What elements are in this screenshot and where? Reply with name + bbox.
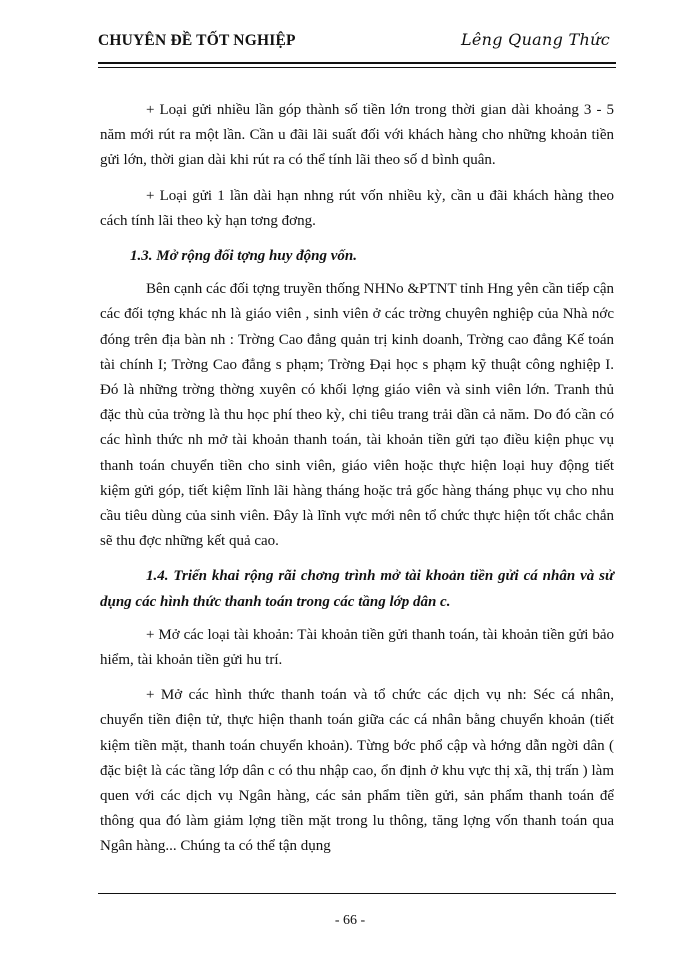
page-body <box>100 98 614 870</box>
paragraph: + Mở các hình thức thanh toán và tổ chức các dịch vụ nh: Séc cá nhân, chuyển tiền điện tử, thực hiện thanh toán giữa các cá nhân bằng chuyển khoản (tiết kiệm tiền mặt, thanh toán chuyển khoản). Từng bớc phổ cập và hớng dẫn ngời dân ( đặc biệt là các tầng lớp dân c có thu nhập cao, ổn định ở khu vực thị xã, thị trấn ) làm quen với các dịch vụ Ngân hàng, các sản phẩm tiền gửi, sản phẩm thanh toán để thông qua đó làm giảm lợng tiền mặt trong lu thông, tăng lợng vốn thanh toán qua Ngân hàng... Chúng ta có thể tận dụng <box>100 687 614 855</box>
paragraph: + Mở các loại tài khoản: Tài khoản tiền gửi thanh toán, tài khoản tiền gửi bảo hiểm, tài khoản tiền gửi hu trí. <box>100 626 614 669</box>
page-number: - 66 - <box>334 913 366 928</box>
header-rule-thick <box>98 62 616 64</box>
page-header <box>98 30 614 54</box>
paragraph: + Loại gửi 1 lần dài hạn nhng rút vốn nhiều kỳ, cần u đãi khách hàng theo cách tính lãi theo kỳ hạn tơng đơng. <box>100 187 614 229</box>
footer-rule <box>98 893 616 894</box>
document-title: CHUYÊN ĐỀ TỐT NGHIỆP <box>98 32 296 49</box>
author-name: Lêng Quang Thức <box>460 30 610 49</box>
header-rule-thin <box>98 67 616 68</box>
paragraph: + Loại gửi nhiều lần góp thành số tiền lớn trong thời gian dài khoảng 3 - 5 năm mới rút ra một lần. Cần u đãi lãi suất đối với khách hàng cho những khoản tiền gửi lớn, thời gian dài khi rút ra có thể tính lãi theo số d bình quân. <box>100 102 614 169</box>
paragraph: Bên cạnh các đối tợng truyền thống NHNo &PTNT tỉnh Hng yên cần tiếp cận các đối tợng khác nh là giáo viên , sinh viên ở các trờng chuyên nghiệp của Nhà nớc đóng trên địa bàn nh : Trờng Cao đẳng quản trị kinh doanh, Trờng cao đẳng Kế toán tài chính I; Trờng Cao đẳng s phạm; Trờng Đại học s phạm kỹ thuật công nghiệp I. Đó là những trờng thờng xuyên có khối lợng giáo viên và sinh viên lớn. Tranh thủ đặc thù của trờng là thu học phí theo kỳ, chi tiêu trang trải dần cả năm. Do đó cần có các hình thức nh mở tài khoản thanh toán, tài khoản tiền gửi tạo điều kiện phục vụ thanh toán chuyển tiền cho sinh viên, giáo viên hoặc thực hiện loại huy động tiết kiệm gửi góp, tiết kiệm lĩnh lãi hàng tháng hoặc trả gốc hàng tháng phục vụ cho nhu cầu tiêu dùng của sinh viên. Đây là lĩnh vực mới nên tổ chức thực hiện tốt chắc chắn sẽ thu đợc những kết quả cao. <box>100 281 614 550</box>
section-heading: 1.4. Triển khai rộng rãi chơng trình mở tài khoản tiền gửi cá nhân và sử dụng các hình thức thanh toán trong các tầng lớp dân c. <box>100 568 614 610</box>
section-heading: 1.3. Mở rộng đối tợng huy động vốn. <box>130 248 357 265</box>
